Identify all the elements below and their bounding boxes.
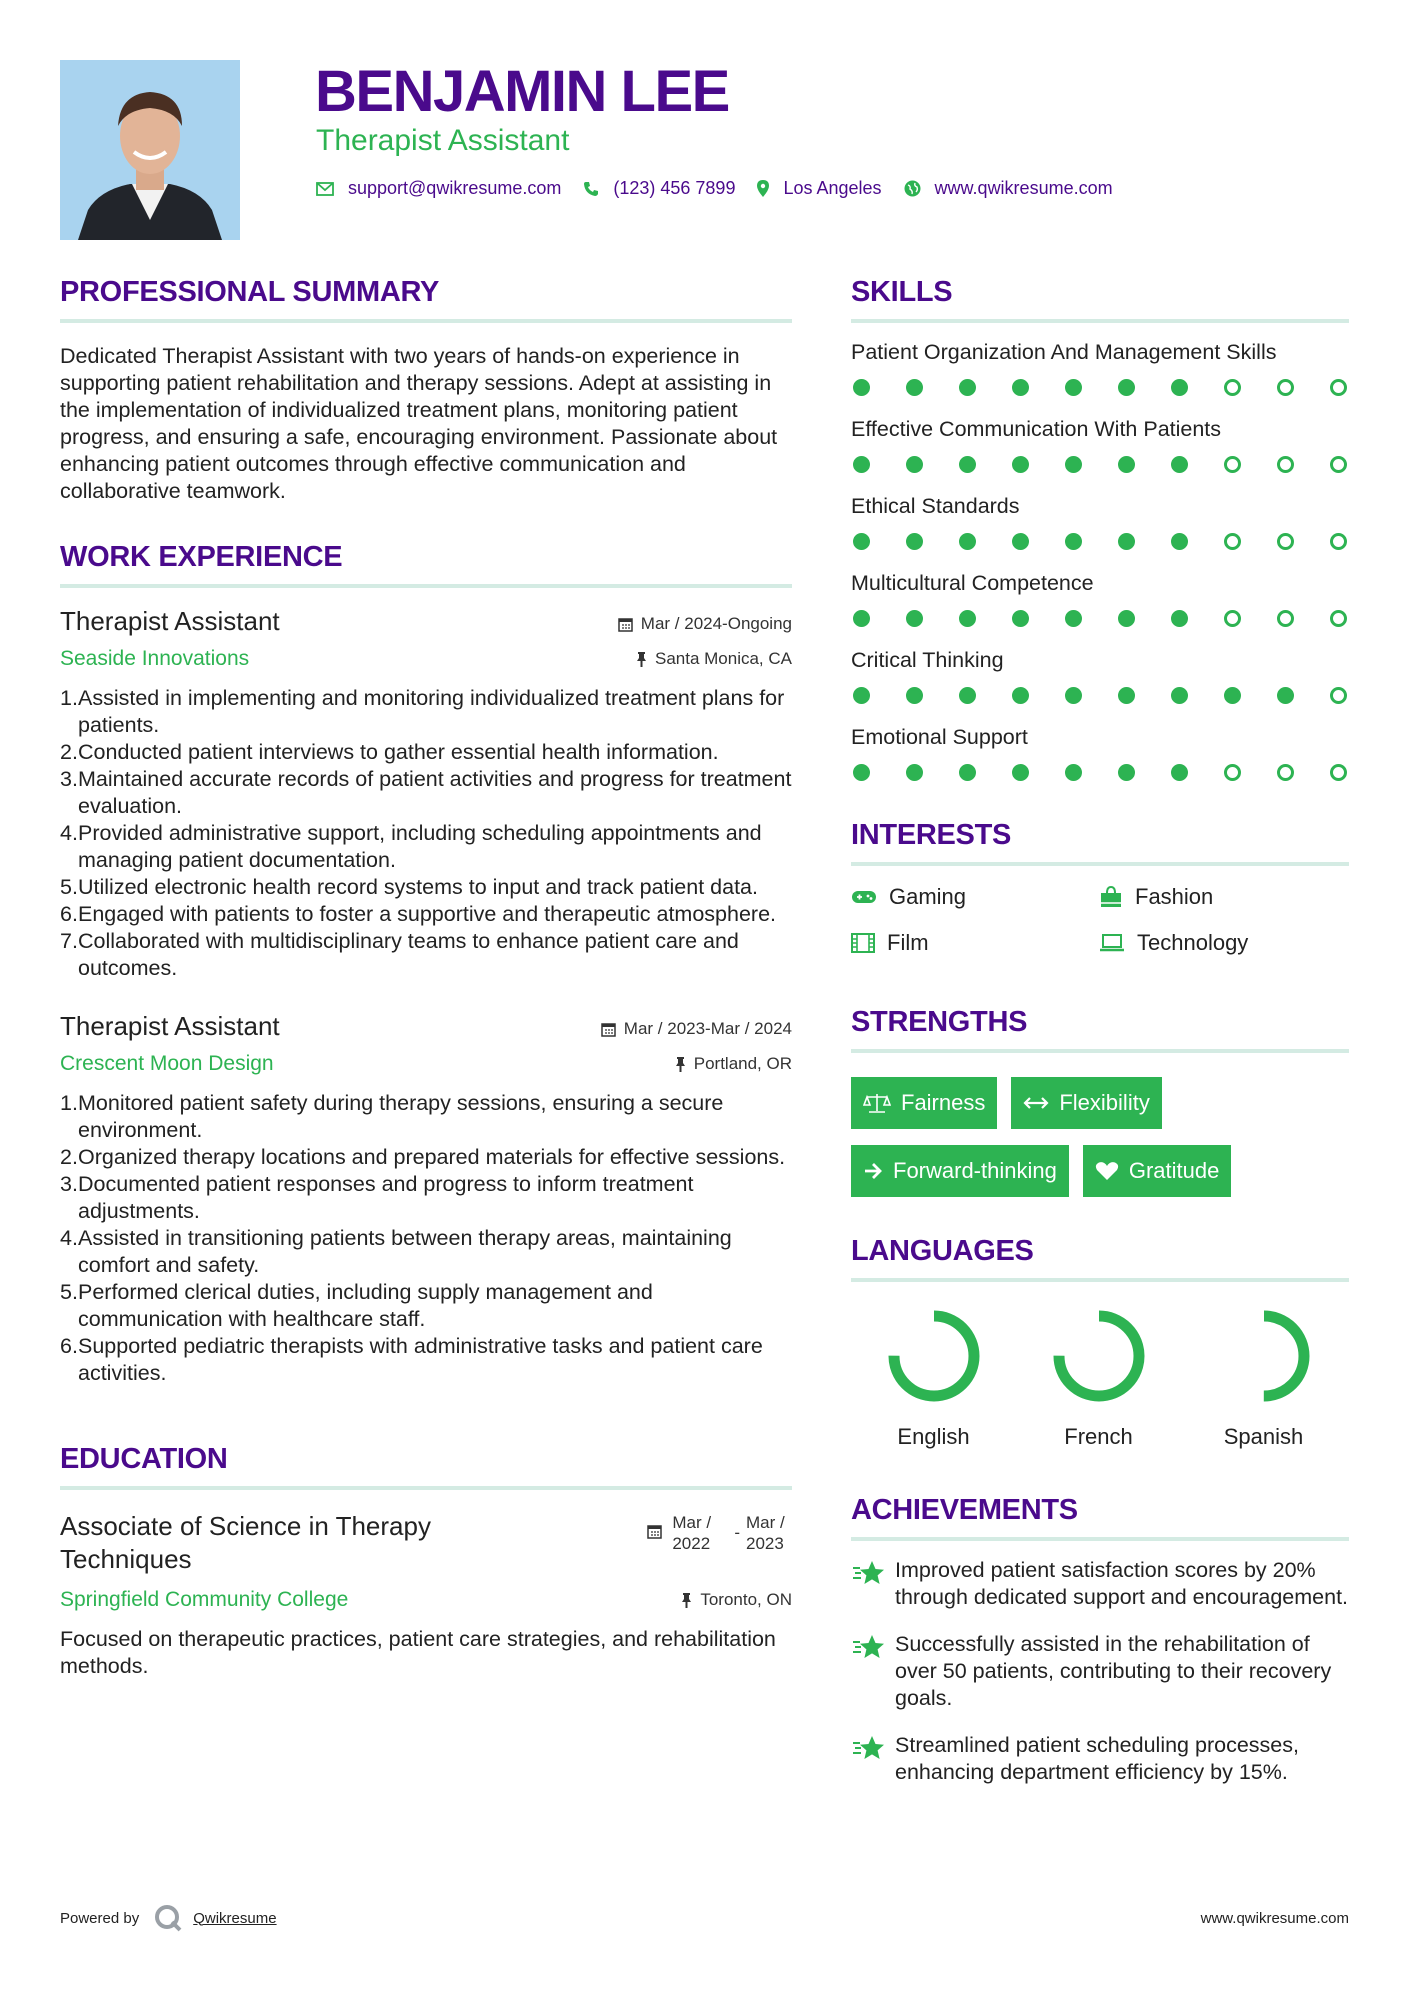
rating-dot-filled [1065,687,1082,704]
education-date-start: Mar / 2022 [672,1513,712,1553]
rating-dot-filled [853,764,870,781]
rating-dot-empty [1330,764,1347,781]
duty-number: 5. [60,1280,78,1304]
skills-section [851,276,1349,781]
rating-dot-filled [906,379,923,396]
rating-dot-filled [1171,610,1188,627]
skill-name: Ethical Standards [851,494,1020,518]
rating-dot-filled [959,456,976,473]
interest-item [851,884,1099,910]
strengths-heading: STRENGTHS [851,1006,1028,1038]
rating-dot-filled [1065,610,1082,627]
achievement-text: Streamlined patient scheduling processes, enhancing department efficiency by 15%. [895,1733,1299,1784]
strength-label: Flexibility [1059,1090,1150,1115]
calendar-icon [647,1524,662,1539]
qwikresume-logo-icon [153,1903,183,1933]
phone-icon [583,181,599,197]
rating-dot-filled [1171,456,1188,473]
page-footer [60,1900,1349,1936]
map-marker-icon [757,180,769,197]
language-item [851,1308,1016,1450]
rating-dot-filled [959,764,976,781]
rating-dot-filled [853,533,870,550]
job-company: Seaside Innovations [60,647,250,670]
rating-dot-filled [853,379,870,396]
duty-item [60,928,792,982]
summary-heading: PROFESSIONAL SUMMARY [60,276,440,308]
rating-dot-filled [959,610,976,627]
skill-rating [851,533,1349,550]
profile-photo [60,60,240,240]
education-heading: EDUCATION [60,1443,228,1475]
strength-label: Fairness [901,1090,986,1115]
duty-item [60,1144,792,1171]
duty-text: Supported pediatric therapists with administrative tasks and patient care activities. [78,1334,763,1385]
achievement-item [851,1732,1349,1786]
job-title: Therapist Assistant [60,1011,280,1041]
candidate-name: BENJAMIN LEE [315,59,729,124]
star-icon [851,1633,885,1661]
language-item [1181,1308,1346,1450]
rating-dot-empty [1224,764,1241,781]
globe-icon [904,180,921,197]
rating-dot-filled [1171,764,1188,781]
education-location-text: Toronto, ON [700,1590,792,1609]
section-divider [60,1486,792,1490]
achievements-section [851,1494,1349,1786]
star-icon [851,1734,885,1762]
duty-item [60,1279,792,1333]
contact-email[interactable] [316,178,561,199]
skill-rating [851,610,1349,627]
school-name: Springfield Community College [60,1588,349,1611]
contact-email-text: support@qwikresume.com [348,178,562,198]
achievements-heading: ACHIEVEMENTS [851,1494,1078,1526]
rating-dot-empty [1330,610,1347,627]
achievement-text: Improved patient satisfaction scores by 20% through dedicated support and encouragement. [895,1558,1349,1609]
duty-text: Performed clerical duties, including supply management and communication with healthcare staff. [78,1280,653,1331]
skills-list [851,339,1349,781]
contact-location [757,178,881,199]
rating-dot-empty [1277,379,1294,396]
rating-dot-filled [1065,533,1082,550]
strength-chip [1083,1145,1232,1197]
rating-dot-filled [1065,456,1082,473]
job-duties-list [60,1090,792,1387]
skill-name: Emotional Support [851,725,1028,749]
rating-dot-empty [1277,610,1294,627]
duty-text: Documented patient responses and progress to inform treatment adjustments. [78,1172,694,1223]
skills-heading: SKILLS [851,276,953,308]
duty-number: 6. [60,1334,78,1358]
strength-chip [851,1145,1069,1197]
duty-text: Collaborated with multidisciplinary teams to enhance patient care and outcomes. [78,929,739,980]
job-date-text: Mar / 2023-Mar / 2024 [623,1019,792,1038]
duty-item [60,1090,792,1144]
duty-text: Organized therapy locations and prepared materials for effective sessions. [78,1145,786,1169]
strength-chip [1011,1077,1161,1129]
job-date-text: Mar / 2024-Ongoing [640,614,792,633]
rating-dot-filled [1012,610,1029,627]
interest-item [1099,884,1349,910]
duty-number: 3. [60,767,78,791]
language-ring-arc [1224,1316,1304,1396]
rating-dot-filled [1118,379,1135,396]
skill-rating [851,379,1349,396]
rating-dot-filled [1065,764,1082,781]
strength-label: Gratitude [1128,1158,1220,1183]
arrows-horizontal-icon [1023,1096,1049,1110]
rating-dot-filled [906,764,923,781]
right-column [851,276,1349,1786]
rating-dot-empty [1224,533,1241,550]
duty-text: Engaged with patients to foster a supportive and therapeutic atmosphere. [78,902,776,926]
rating-dot-filled [906,533,923,550]
interests-section [851,819,1349,956]
section-divider [60,584,792,588]
skill-rating [851,456,1349,473]
interests-list [851,884,1349,956]
interests-heading: INTERESTS [851,819,1012,851]
strengths-section [851,1006,1349,1197]
duty-number: 3. [60,1172,78,1196]
rating-dot-empty [1277,533,1294,550]
contact-location-text: Los Angeles [783,178,882,198]
language-ring-arc [1059,1316,1139,1396]
languages-list [851,1308,1349,1450]
rating-dot-filled [906,687,923,704]
interest-label: Fashion [1135,884,1214,909]
contact-phone-text: (123) 456 7899 [613,178,736,198]
education-description: Focused on therapeutic practices, patient care strategies, and rehabilitation methods. [60,1627,776,1678]
experience-heading: WORK EXPERIENCE [60,541,343,573]
strengths-list [851,1077,1349,1197]
calendar-icon [601,1022,616,1037]
powered-by-text: Powered by [60,1909,140,1927]
education-entry [60,1510,792,1680]
star-icon [851,1559,885,1587]
language-ring-arc [894,1316,974,1396]
rating-dot-empty [1224,456,1241,473]
rating-dot-filled [1118,610,1135,627]
experience-section [60,541,792,1387]
rating-dot-filled [1118,456,1135,473]
achievement-text: Successfully assisted in the rehabilitation of over 50 patients, contributing to their recovery goals. [895,1632,1332,1710]
rating-dot-filled [1171,379,1188,396]
rating-dot-filled [1012,687,1029,704]
laptop-icon [1099,934,1125,952]
duty-item [60,874,792,901]
rating-dot-filled [1171,687,1188,704]
job-location [636,649,792,669]
duty-number: 4. [60,821,78,845]
left-column [60,276,792,1680]
duty-number: 1. [60,686,78,710]
heart-icon [1095,1161,1119,1181]
skill-item [851,570,1349,627]
education-section [60,1443,792,1680]
section-divider [851,1278,1349,1282]
skill-rating [851,764,1349,781]
job-entry-2 [60,1011,792,1387]
duty-number: 1. [60,1091,78,1115]
interest-item [1099,930,1349,956]
duty-number: 4. [60,1226,78,1250]
rating-dot-empty [1330,456,1347,473]
rating-dot-empty [1330,533,1347,550]
strength-label: Forward-thinking [893,1158,1057,1183]
interest-item [851,930,1099,956]
languages-section [851,1235,1349,1450]
rating-dot-filled [1065,379,1082,396]
degree-title: Associate of Science in Therapy Techniques [60,1511,431,1574]
duty-text: Assisted in transitioning patients between therapy areas, maintaining comfort and safety. [78,1226,732,1277]
language-name: French [1064,1424,1133,1449]
duty-item [60,1333,792,1387]
rating-dot-filled [959,533,976,550]
duty-item [60,739,792,766]
contact-website-text: www.qwikresume.com [934,178,1113,198]
candidate-title: Therapist Assistant [316,124,570,157]
achievements-list [851,1557,1349,1786]
interest-label: Technology [1137,930,1249,955]
rating-dot-empty [1277,764,1294,781]
duty-item [60,685,792,739]
qwikresume-link[interactable]: Qwikresume [193,1909,277,1927]
rating-dot-filled [1012,456,1029,473]
job-duties-list [60,685,792,982]
contact-bar [316,178,1135,199]
rating-dot-filled [1171,533,1188,550]
pushpin-icon [681,1593,692,1608]
language-name: English [897,1424,970,1449]
duty-text: Assisted in implementing and monitoring individualized treatment plans for patients. [78,686,785,737]
rating-dot-filled [853,456,870,473]
rating-dot-filled [853,610,870,627]
calendar-icon [618,617,633,632]
language-ring [886,1308,982,1404]
rating-dot-filled [1277,687,1294,704]
job-location-text: Santa Monica, CA [654,649,792,668]
duty-item [60,820,792,874]
rating-dot-empty [1277,456,1294,473]
rating-dot-filled [1012,533,1029,550]
duty-text: Utilized electronic health record systems to input and track patient data. [78,875,758,899]
footer-website[interactable]: www.qwikresume.com [1200,1909,1349,1927]
duty-text: Provided administrative support, including scheduling appointments and managing patient documentation. [78,821,762,872]
pushpin-icon [636,652,647,667]
job-date [618,614,792,634]
skill-item [851,339,1349,396]
shopping-bag-icon [1099,886,1123,908]
envelope-icon [316,182,334,196]
duty-number: 5. [60,875,78,899]
achievement-item [851,1557,1349,1611]
duty-text: Maintained accurate records of patient activities and progress for treatment evaluation. [78,767,792,818]
interest-label: Gaming [889,884,967,909]
job-entry-1 [60,606,792,982]
strength-chip [851,1077,997,1129]
summary-text: Dedicated Therapist Assistant with two years of hands-on experience in supporting patient rehabilitation and therapy sessions. Adept at assisting in the implementation of individualized treatment plans, monitoring patient progress, and ensuring a safe, encouraging environment. Passionate about enhancing patient outcomes through effective communication and collaborative teamwork. [60,344,778,503]
contact-phone[interactable] [583,178,735,199]
duty-number: 6. [60,902,78,926]
skill-item [851,493,1349,550]
achievement-item [851,1631,1349,1712]
duty-item [60,766,792,820]
language-item [1016,1308,1181,1450]
powered-by [60,1903,277,1933]
language-ring [1216,1308,1312,1404]
section-divider [851,1537,1349,1541]
job-location-text: Portland, OR [693,1054,792,1073]
education-date-sep: - [734,1523,740,1542]
rating-dot-empty [1224,610,1241,627]
rating-dot-filled [1012,764,1029,781]
languages-heading: LANGUAGES [851,1235,1034,1267]
skill-item [851,647,1349,704]
rating-dot-filled [1118,533,1135,550]
rating-dot-empty [1330,687,1347,704]
skill-name: Effective Communication With Patients [851,417,1222,441]
duty-text: Monitored patient safety during therapy sessions, ensuring a secure environment. [78,1091,724,1142]
job-title: Therapist Assistant [60,606,280,636]
pushpin-icon [675,1057,686,1072]
education-date [647,1512,792,1554]
education-location [681,1590,792,1610]
rating-dot-filled [1118,687,1135,704]
duty-text: Conducted patient interviews to gather essential health information. [78,740,719,764]
education-date-end: Mar / 2023 [746,1513,785,1553]
duty-number: 2. [60,740,78,764]
duty-item [60,901,792,928]
rating-dot-empty [1224,379,1241,396]
arrow-right-icon [863,1162,883,1180]
rating-dot-filled [853,687,870,704]
rating-dot-filled [906,610,923,627]
rating-dot-filled [906,456,923,473]
skill-name: Critical Thinking [851,648,1004,672]
language-name: Spanish [1223,1424,1304,1449]
rating-dot-filled [959,687,976,704]
skill-name: Patient Organization And Management Skills [851,340,1277,364]
duty-number: 2. [60,1145,78,1169]
film-icon [851,933,875,953]
interest-label: Film [887,930,929,955]
balance-scale-icon [863,1092,891,1114]
gamepad-icon [851,889,877,905]
skill-name: Multicultural Competence [851,571,1094,595]
skill-item [851,724,1349,781]
rating-dot-filled [1118,764,1135,781]
job-company: Crescent Moon Design [60,1052,274,1075]
rating-dot-filled [959,379,976,396]
section-divider [851,1049,1349,1053]
duty-number: 7. [60,929,78,953]
section-divider [60,319,792,323]
section-divider [851,319,1349,323]
duty-item [60,1225,792,1279]
rating-dot-filled [1224,687,1241,704]
skill-item [851,416,1349,473]
contact-website[interactable] [904,178,1113,199]
language-ring [1051,1308,1147,1404]
summary-section [60,276,792,505]
rating-dot-empty [1330,379,1347,396]
skill-rating [851,687,1349,704]
rating-dot-filled [1012,379,1029,396]
duty-item [60,1171,792,1225]
job-date [601,1019,792,1039]
section-divider [851,862,1349,866]
job-location [675,1054,792,1074]
